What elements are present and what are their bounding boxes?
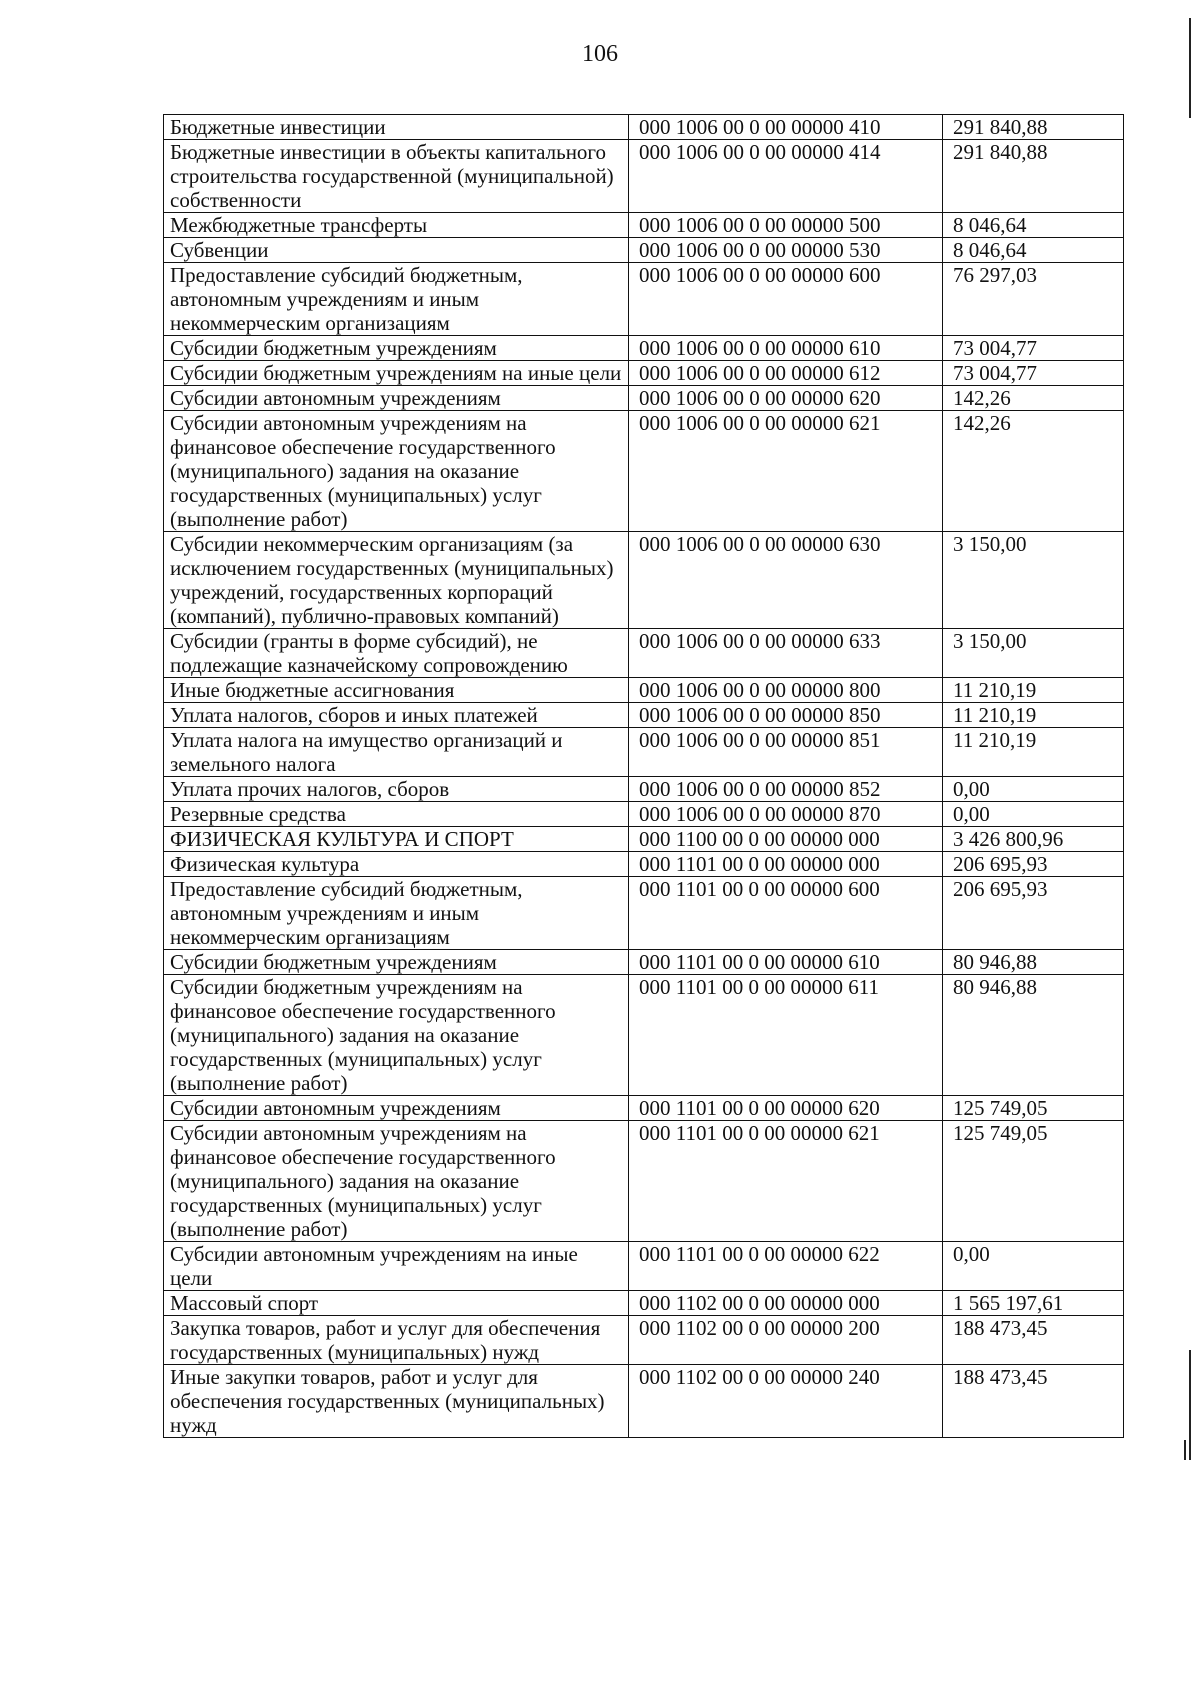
table-row	[164, 629, 1124, 678]
row-name-cell: Субсидии автономным учреждениям	[164, 386, 629, 411]
row-name-cell: Субсидии бюджетным учреждениям	[164, 950, 629, 975]
table-row	[164, 140, 1124, 213]
scan-artifact-small	[1184, 1440, 1186, 1460]
row-sum-cell: 3 150,00	[943, 532, 1124, 629]
row-sum-cell: 291 840,88	[943, 115, 1124, 140]
row-sum-cell: 206 695,93	[943, 877, 1124, 950]
row-code-cell: 000 1006 00 0 00 00000 633	[629, 629, 943, 678]
row-name-cell: Субсидии автономным учреждениям на иные цели	[164, 1242, 629, 1291]
row-name-cell: Закупка товаров, работ и услуг для обеспечения государственных (муниципальных) нужд	[164, 1316, 629, 1365]
row-code-cell: 000 1006 00 0 00 00000 410	[629, 115, 943, 140]
row-sum-cell: 11 210,19	[943, 678, 1124, 703]
row-name-cell: Субсидии (гранты в форме субсидий), не подлежащие казначейскому сопровождению	[164, 629, 629, 678]
row-name-cell: Уплата налогов, сборов и иных платежей	[164, 703, 629, 728]
row-code-cell: 000 1100 00 0 00 00000 000	[629, 827, 943, 852]
row-sum-cell: 3 426 800,96	[943, 827, 1124, 852]
table-body	[164, 115, 1124, 1438]
row-name-cell: Субвенции	[164, 238, 629, 263]
row-sum-cell: 0,00	[943, 777, 1124, 802]
table-row	[164, 238, 1124, 263]
row-code-cell: 000 1006 00 0 00 00000 500	[629, 213, 943, 238]
table-row	[164, 386, 1124, 411]
row-name-cell: Резервные средства	[164, 802, 629, 827]
row-name-cell: Предоставление субсидий бюджетным, автономным учреждениям и иным некоммерческим организациям	[164, 263, 629, 336]
row-code-cell: 000 1101 00 0 00 00000 000	[629, 852, 943, 877]
row-code-cell: 000 1006 00 0 00 00000 610	[629, 336, 943, 361]
row-name-cell: Массовый спорт	[164, 1291, 629, 1316]
row-sum-cell: 125 749,05	[943, 1121, 1124, 1242]
row-code-cell: 000 1006 00 0 00 00000 600	[629, 263, 943, 336]
row-name-cell: Физическая культура	[164, 852, 629, 877]
row-name-cell: Субсидии автономным учреждениям	[164, 1096, 629, 1121]
page-number: 106	[582, 41, 618, 67]
table-row	[164, 802, 1124, 827]
row-name-cell: Предоставление субсидий бюджетным, автономным учреждениям и иным некоммерческим организациям	[164, 877, 629, 950]
row-code-cell: 000 1006 00 0 00 00000 852	[629, 777, 943, 802]
row-code-cell: 000 1006 00 0 00 00000 850	[629, 703, 943, 728]
row-name-cell: Иные бюджетные ассигнования	[164, 678, 629, 703]
table-row	[164, 728, 1124, 777]
row-sum-cell: 1 565 197,61	[943, 1291, 1124, 1316]
row-code-cell: 000 1101 00 0 00 00000 600	[629, 877, 943, 950]
row-code-cell: 000 1006 00 0 00 00000 414	[629, 140, 943, 213]
row-sum-cell: 8 046,64	[943, 238, 1124, 263]
row-code-cell: 000 1101 00 0 00 00000 620	[629, 1096, 943, 1121]
row-name-cell: Субсидии бюджетным учреждениям	[164, 336, 629, 361]
row-name-cell: Субсидии автономным учреждениям на финансовое обеспечение государственного (муниципального) задания на оказание государственных (муниципальных) услуг (выполнение работ)	[164, 1121, 629, 1242]
table-row	[164, 1365, 1124, 1438]
table-row	[164, 678, 1124, 703]
row-code-cell: 000 1006 00 0 00 00000 621	[629, 411, 943, 532]
table-row	[164, 411, 1124, 532]
table-row	[164, 1096, 1124, 1121]
row-code-cell: 000 1102 00 0 00 00000 200	[629, 1316, 943, 1365]
row-code-cell: 000 1006 00 0 00 00000 800	[629, 678, 943, 703]
row-sum-cell: 80 946,88	[943, 975, 1124, 1096]
budget-table	[163, 114, 1124, 1438]
table-row	[164, 1121, 1124, 1242]
table-row	[164, 703, 1124, 728]
row-name-cell: Бюджетные инвестиции в объекты капитального строительства государственной (муниципальной) собственности	[164, 140, 629, 213]
row-sum-cell: 0,00	[943, 1242, 1124, 1291]
row-code-cell: 000 1006 00 0 00 00000 612	[629, 361, 943, 386]
row-code-cell: 000 1006 00 0 00 00000 530	[629, 238, 943, 263]
row-code-cell: 000 1102 00 0 00 00000 240	[629, 1365, 943, 1438]
row-code-cell: 000 1101 00 0 00 00000 622	[629, 1242, 943, 1291]
row-code-cell: 000 1006 00 0 00 00000 870	[629, 802, 943, 827]
row-code-cell: 000 1006 00 0 00 00000 851	[629, 728, 943, 777]
scan-artifact-top	[1189, 18, 1191, 118]
row-code-cell: 000 1006 00 0 00 00000 620	[629, 386, 943, 411]
row-name-cell: Субсидии автономным учреждениям на финансовое обеспечение государственного (муниципального) задания на оказание государственных (муниципальных) услуг (выполнение работ)	[164, 411, 629, 532]
table-row	[164, 115, 1124, 140]
row-sum-cell: 11 210,19	[943, 728, 1124, 777]
scan-artifact-bottom	[1189, 1350, 1191, 1460]
row-sum-cell: 142,26	[943, 411, 1124, 532]
row-sum-cell: 188 473,45	[943, 1316, 1124, 1365]
table-row	[164, 852, 1124, 877]
table-row	[164, 1242, 1124, 1291]
table-row	[164, 827, 1124, 852]
row-sum-cell: 206 695,93	[943, 852, 1124, 877]
row-sum-cell: 73 004,77	[943, 361, 1124, 386]
row-sum-cell: 3 150,00	[943, 629, 1124, 678]
row-sum-cell: 0,00	[943, 802, 1124, 827]
row-code-cell: 000 1006 00 0 00 00000 630	[629, 532, 943, 629]
row-code-cell: 000 1101 00 0 00 00000 610	[629, 950, 943, 975]
row-name-cell: Субсидии бюджетным учреждениям на иные цели	[164, 361, 629, 386]
row-code-cell: 000 1102 00 0 00 00000 000	[629, 1291, 943, 1316]
table-row	[164, 263, 1124, 336]
table-row	[164, 1316, 1124, 1365]
table-row	[164, 777, 1124, 802]
table-row	[164, 877, 1124, 950]
table-row	[164, 975, 1124, 1096]
table-row	[164, 1291, 1124, 1316]
row-name-cell: Субсидии бюджетным учреждениям на финансовое обеспечение государственного (муниципального) задания на оказание государственных (муниципальных) услуг (выполнение работ)	[164, 975, 629, 1096]
row-name-cell: Уплата налога на имущество организаций и земельного налога	[164, 728, 629, 777]
row-sum-cell: 80 946,88	[943, 950, 1124, 975]
table-row	[164, 532, 1124, 629]
row-sum-cell: 8 046,64	[943, 213, 1124, 238]
row-code-cell: 000 1101 00 0 00 00000 621	[629, 1121, 943, 1242]
row-code-cell: 000 1101 00 0 00 00000 611	[629, 975, 943, 1096]
table-row	[164, 336, 1124, 361]
row-sum-cell: 11 210,19	[943, 703, 1124, 728]
table-row	[164, 213, 1124, 238]
row-name-cell: Субсидии некоммерческим организациям (за исключением государственных (муниципальных) учреждений, государственных корпораций (компаний), публично-правовых компаний)	[164, 532, 629, 629]
row-sum-cell: 142,26	[943, 386, 1124, 411]
row-name-cell: Уплата прочих налогов, сборов	[164, 777, 629, 802]
row-sum-cell: 291 840,88	[943, 140, 1124, 213]
row-name-cell: Бюджетные инвестиции	[164, 115, 629, 140]
table-row	[164, 361, 1124, 386]
row-name-cell: Иные закупки товаров, работ и услуг для обеспечения государственных (муниципальных) нужд	[164, 1365, 629, 1438]
row-sum-cell: 188 473,45	[943, 1365, 1124, 1438]
row-name-cell: ФИЗИЧЕСКАЯ КУЛЬТУРА И СПОРТ	[164, 827, 629, 852]
row-sum-cell: 125 749,05	[943, 1096, 1124, 1121]
row-sum-cell: 76 297,03	[943, 263, 1124, 336]
table-row	[164, 950, 1124, 975]
row-name-cell: Межбюджетные трансферты	[164, 213, 629, 238]
row-sum-cell: 73 004,77	[943, 336, 1124, 361]
